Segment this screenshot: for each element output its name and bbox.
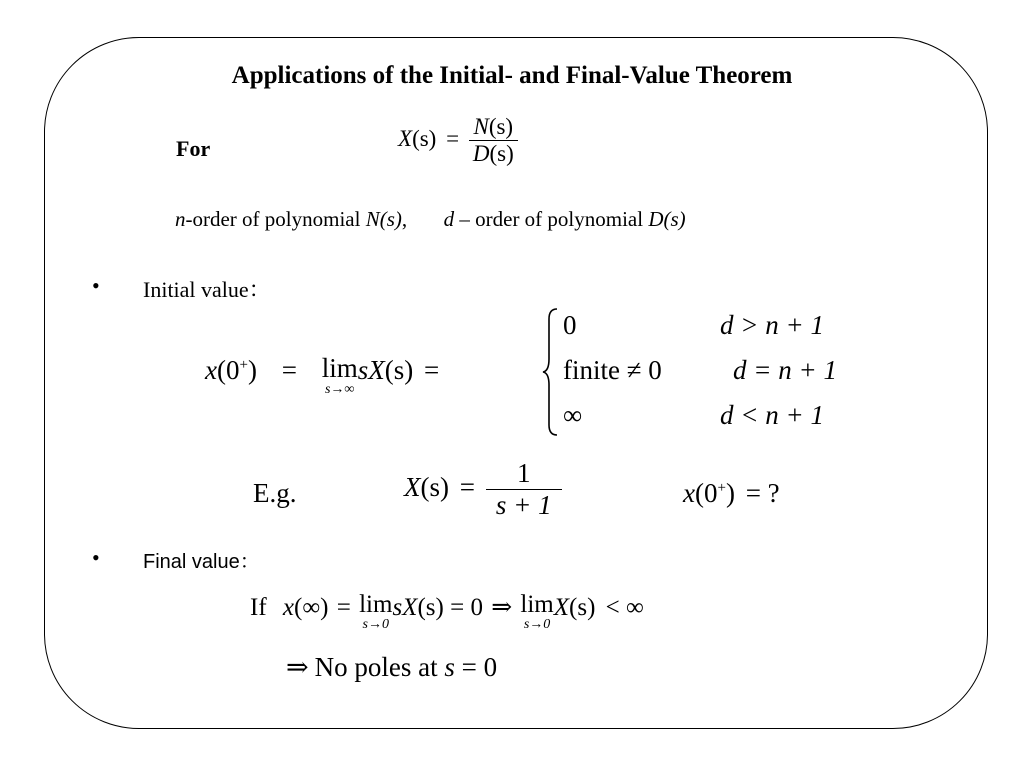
example-eq: = [459,471,475,502]
xs-definition [398,114,518,168]
q-arg: (0 [694,478,718,508]
case-2-cond: d < n + 1 [720,400,824,430]
final-equation [250,592,644,632]
q-eq: = ? [745,478,780,508]
concl-eq: = 0 [454,652,498,682]
init-sup: + [239,357,248,373]
final-lim1-sub: s→0 [362,617,389,632]
final-x: x [282,594,295,621]
xs-lhs-arg: (s) [412,126,437,152]
case-1-value: finite ≠ 0 [563,355,662,385]
case-0-value: 0 [563,310,577,340]
example-denominator: s + 1 [495,490,552,521]
example-lhs: X [404,471,421,502]
order-sep: , [401,207,408,231]
init-lim [322,355,358,397]
example-fraction [486,458,562,521]
q-close: ) [725,478,735,508]
final-lt: < ∞ [605,594,644,621]
final-lim2-text: lim [520,591,554,618]
xs-numerator: N(s) [473,114,514,139]
final-eq2: = 0 [450,594,483,621]
init-expr-arg: (s) [384,355,414,385]
init-eq2: = [423,355,440,385]
final-lim2 [520,592,553,632]
concl-s: s [444,652,455,682]
final-value-label: Final value： [143,551,260,573]
final-expr2: X [553,594,570,621]
for-label: For [176,136,211,161]
xs-lhs: X [398,126,413,152]
init-close: ) [247,355,257,385]
example-lhs-arg: (s) [420,471,449,502]
order-d: d [443,207,455,231]
order-Ns: N(s) [365,207,402,231]
order-text-1: -order of polynomial [185,207,366,231]
case-1-cond: d = n + 1 [733,355,837,385]
concl-text: No poles at [314,652,445,682]
order-n: n [175,207,186,231]
example-numerator: 1 [516,458,531,488]
xs-denominator: D(s) [472,141,514,167]
cases-brace [541,307,561,437]
q-sup: + [717,480,726,496]
init-expr: sX [357,355,385,385]
final-lim1 [359,592,392,632]
final-lim2-sub: s→0 [523,617,551,632]
q-x: x [683,478,695,508]
case-0-cond: d > n + 1 [720,310,824,340]
init-arg: (0 [216,355,240,385]
init-x: x [205,355,217,385]
xs-fraction [469,114,518,168]
initial-value-label: Initial value： [143,277,271,302]
final-eq1: = [336,594,351,621]
final-expr2-arg: (s) [569,594,596,621]
final-x-arg: (∞) [294,594,329,621]
example-equation [404,458,562,521]
order-Ds: D(s) [648,207,686,231]
slide-title: Applications of the Initial- and Final-Value Theorem [231,62,793,89]
final-lim1-text: lim [359,591,393,618]
order-line [175,207,686,232]
bullet-final: • [92,545,100,570]
final-expr1-arg: (s) [417,594,444,621]
final-if: If [250,594,267,621]
example-question [683,478,780,509]
initial-equation [205,355,443,397]
bullet-initial: • [92,273,100,298]
order-text-2: – order of polynomial [454,207,649,231]
final-implies: ⇒ [491,594,513,621]
init-eq1: = [281,355,297,385]
example-eg: E.g. [253,478,297,508]
final-expr1: sX [392,594,418,621]
concl-implies: ⇒ [286,652,309,682]
xs-equals: = [446,126,460,152]
final-conclusion [286,652,497,683]
case-2-value: ∞ [563,400,583,430]
init-lim-sub: s→∞ [324,382,355,397]
init-lim-text: lim [321,353,358,383]
